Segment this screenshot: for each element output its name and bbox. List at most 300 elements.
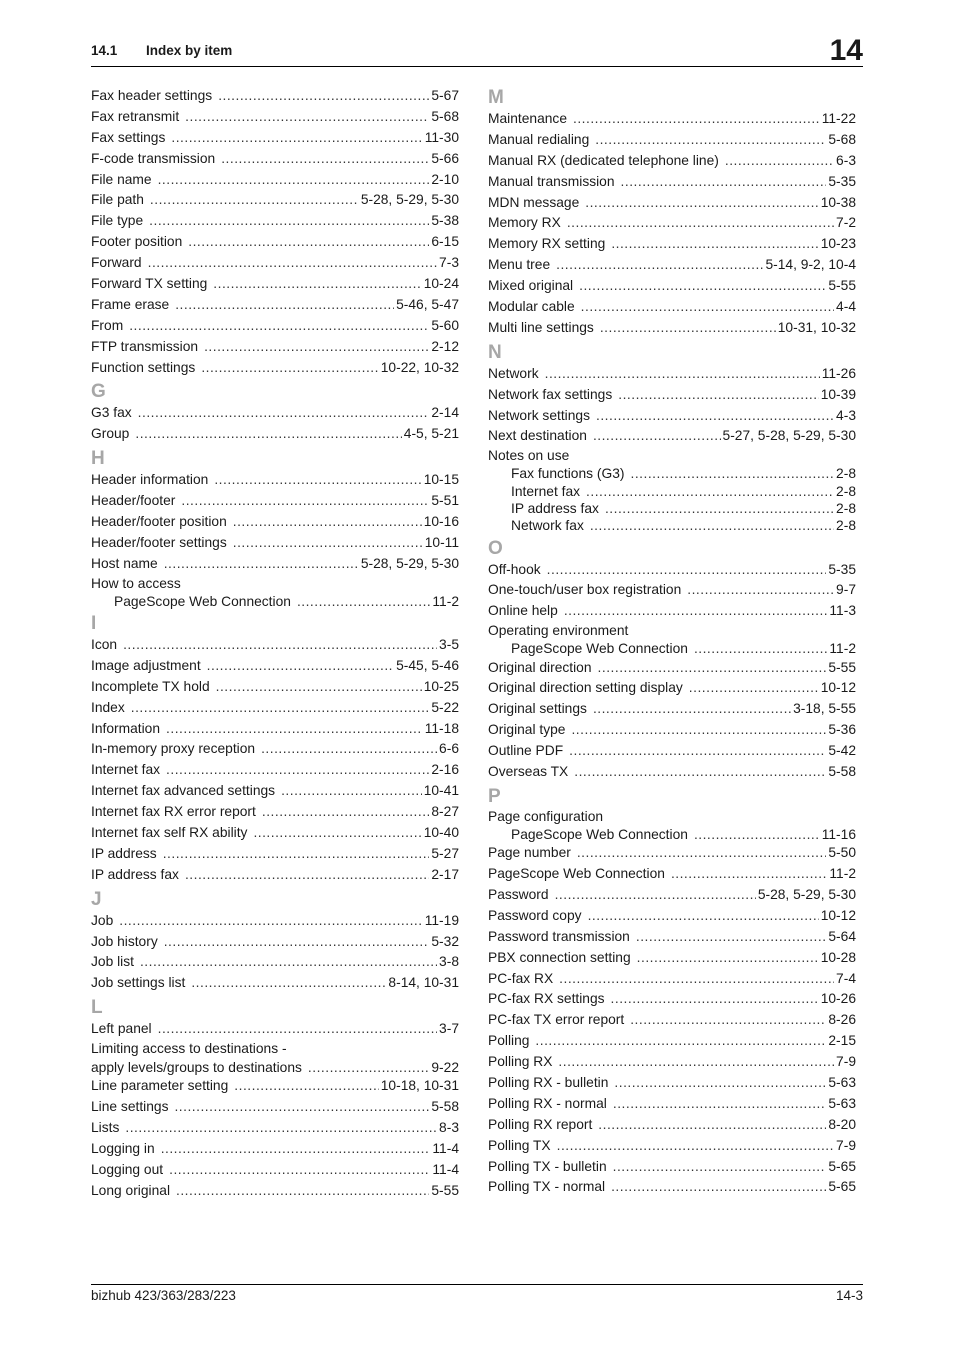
entry-label: File name	[91, 171, 152, 187]
entry-page-ref: 10-24	[423, 276, 459, 292]
letter-heading-o: O	[488, 537, 503, 559]
entry-label: In-memory proxy reception	[91, 741, 256, 757]
section-title: Index by item	[146, 43, 233, 58]
entry-label: Overseas TX	[488, 763, 569, 779]
index-entry	[91, 677, 459, 698]
entry-label: Header/footer position	[91, 514, 227, 530]
entry-label: Maintenance	[488, 111, 568, 126]
entry-label: Incomplete TX hold	[91, 678, 210, 694]
entry-page-ref: 8-3	[439, 1119, 459, 1135]
index-entry	[91, 1076, 459, 1097]
dot-leader	[611, 1177, 826, 1198]
entry-page-ref: 3-7	[439, 1021, 459, 1037]
dot-leader	[605, 500, 834, 517]
dot-leader	[689, 678, 819, 699]
entry-page-ref: 5-32	[431, 933, 459, 949]
entry-page-ref: 5-45, 5-46	[396, 657, 459, 673]
group-p-sub	[488, 826, 856, 843]
letter-heading-j: J	[91, 888, 102, 910]
group-l-first	[91, 1019, 459, 1040]
entry-page-ref: 11-19	[424, 912, 459, 928]
index-entry	[488, 678, 856, 699]
entry-label: Network settings	[488, 407, 590, 423]
entry-label: Header information	[91, 472, 209, 488]
entry-label: Manual RX (dedicated telephone line)	[488, 152, 719, 168]
entry-page-ref: 2-8	[836, 518, 856, 534]
index-entry	[91, 128, 459, 149]
index-entry	[488, 948, 856, 969]
index-entry	[91, 781, 459, 802]
dot-leader	[297, 593, 430, 610]
index-entry	[488, 1157, 856, 1178]
entry-page-ref: 5-63	[828, 1074, 856, 1090]
entry-label: IP address fax	[511, 500, 599, 516]
dot-leader	[621, 172, 827, 193]
index-entry	[91, 232, 459, 253]
dot-leader	[556, 255, 763, 276]
index-entry	[91, 1097, 459, 1118]
dot-leader	[119, 911, 422, 932]
entry-page-ref: 2-16	[431, 762, 459, 778]
entry-page-ref: 10-12	[820, 680, 856, 696]
dot-leader	[221, 149, 429, 170]
index-entry	[488, 426, 856, 447]
entry-page-ref: 10-41	[423, 783, 459, 799]
dot-leader	[207, 656, 394, 677]
dot-leader	[573, 109, 820, 130]
entry-page-ref: 4-5, 5-21	[403, 426, 459, 442]
index-entry	[488, 864, 856, 885]
entry-label: MDN message	[488, 194, 580, 210]
dot-leader	[598, 1115, 826, 1136]
index-entry	[91, 190, 459, 211]
group-l	[91, 1076, 459, 1201]
entry-page-ref: 10-31, 10-32	[777, 319, 856, 335]
entry-page-ref: 5-28, 5-29, 5-30	[757, 886, 856, 902]
index-entry	[488, 927, 856, 948]
entry-page-ref: 8-26	[828, 1012, 856, 1028]
index-entry	[91, 295, 459, 316]
entry-label: Header/footer settings	[91, 534, 227, 550]
entry-page-ref: 7-4	[836, 970, 856, 986]
entry-page-ref: 11-4	[432, 1140, 459, 1156]
dot-leader	[547, 560, 827, 581]
product-model: bizhub 423/363/283/223	[91, 1288, 236, 1303]
entry-page-ref: 10-16	[423, 514, 459, 530]
entry-page-ref: 7-2	[836, 215, 856, 231]
index-entry	[91, 512, 459, 533]
entry-label: Polling TX	[488, 1137, 551, 1153]
entry-label: Information	[91, 720, 161, 736]
index-entry	[488, 1094, 856, 1115]
dot-leader	[166, 719, 423, 740]
dot-leader	[123, 635, 437, 656]
entry-page-ref: 10-23	[820, 236, 856, 252]
index-entry	[91, 470, 459, 491]
index-entry	[91, 337, 459, 358]
dot-leader	[618, 385, 818, 406]
index-subentry	[488, 500, 856, 517]
entry-page-ref: 10-39	[820, 386, 856, 402]
dot-leader	[671, 864, 827, 885]
index-entry	[91, 844, 459, 865]
group-m	[488, 109, 856, 339]
index-entry	[488, 172, 856, 193]
page-footer	[91, 1284, 863, 1303]
dot-leader	[574, 762, 826, 783]
index-entry	[488, 1031, 856, 1052]
group-g	[91, 403, 459, 445]
entry-label: Manual transmission	[488, 173, 615, 189]
entry-label: Next destination	[488, 428, 587, 444]
page-number: 14-3	[835, 1288, 863, 1303]
dot-leader	[687, 580, 834, 601]
index-entry	[488, 720, 856, 741]
dot-leader	[281, 781, 422, 802]
entry-page-ref: 2-8	[836, 500, 856, 516]
index-entry	[488, 885, 856, 906]
dot-leader	[261, 739, 437, 760]
index-topic: Limiting access to destinations -	[91, 1041, 287, 1057]
entry-label: Line settings	[91, 1099, 169, 1115]
entry-label: Manual redialing	[488, 131, 590, 147]
entry-label: Outline PDF	[488, 743, 564, 759]
group-j	[91, 911, 459, 995]
index-entry	[488, 580, 856, 601]
group-n-subs	[488, 465, 856, 534]
dot-leader	[125, 1118, 437, 1139]
index-entry	[91, 1058, 459, 1076]
entry-page-ref: 5-22	[431, 699, 459, 715]
entry-page-ref: 5-68	[431, 108, 459, 124]
entry-page-ref: 5-14, 9-2, 10-4	[765, 257, 856, 273]
dot-leader	[571, 720, 826, 741]
dot-leader	[176, 1181, 429, 1202]
entry-label: apply levels/groups to destinations	[91, 1060, 302, 1076]
entry-label: Fax header settings	[91, 88, 213, 103]
entry-page-ref: 2-10	[431, 171, 459, 187]
entry-label: Logging out	[91, 1161, 164, 1177]
entry-page-ref: 11-22	[821, 111, 856, 126]
entry-page-ref: 11-4	[432, 1161, 459, 1177]
dot-leader	[135, 424, 401, 445]
entry-page-ref: 4-4	[836, 299, 856, 315]
dot-leader	[585, 193, 818, 214]
entry-label: Logging in	[91, 1140, 155, 1156]
index-entry	[91, 170, 459, 191]
entry-label: Job settings list	[91, 975, 186, 991]
entry-page-ref: 8-14, 10-31	[388, 975, 459, 991]
entry-page-ref: 8-27	[431, 804, 459, 820]
dot-leader	[164, 932, 430, 953]
dot-leader	[577, 843, 827, 864]
index-entry	[91, 865, 459, 886]
entry-label: Fax retransmit	[91, 108, 180, 124]
entry-label: Original settings	[488, 701, 587, 717]
group-f	[91, 86, 459, 378]
index-entry	[488, 1052, 856, 1073]
entry-page-ref: 11-18	[424, 720, 459, 736]
entry-page-ref: 7-9	[836, 1137, 856, 1153]
section-number: 14.1	[91, 43, 118, 58]
index-entry	[91, 86, 459, 107]
dot-leader	[181, 491, 429, 512]
entry-label: Icon	[91, 637, 118, 652]
entry-page-ref: 2-17	[431, 866, 459, 882]
entry-page-ref: 6-6	[439, 741, 459, 757]
index-entry	[488, 213, 856, 234]
entry-page-ref: 5-50	[828, 845, 856, 861]
group-n	[488, 364, 856, 448]
dot-leader	[174, 1097, 429, 1118]
entry-label: Memory RX setting	[488, 236, 606, 252]
index-entry	[488, 1115, 856, 1136]
page-header	[91, 34, 863, 67]
entry-label: Job list	[91, 954, 134, 970]
dot-leader	[559, 969, 834, 990]
dot-leader	[171, 128, 422, 149]
entry-label: PC-fax RX settings	[488, 991, 605, 1007]
dot-leader	[188, 232, 429, 253]
entry-label: Group	[91, 426, 130, 442]
index-entry	[488, 151, 856, 172]
letter-heading-g: G	[91, 381, 106, 403]
index-entry	[91, 802, 459, 823]
entry-page-ref: 2-14	[431, 405, 459, 421]
dot-leader	[138, 403, 430, 424]
index-entry	[91, 274, 459, 295]
dot-leader	[613, 1157, 827, 1178]
letter-heading-i: I	[91, 613, 97, 634]
index-entry	[91, 911, 459, 932]
entry-page-ref: 5-65	[828, 1179, 856, 1195]
entry-page-ref: 9-7	[836, 582, 856, 598]
index-entry	[91, 952, 459, 973]
index-entry	[91, 358, 459, 379]
entry-label: PageScope Web Connection	[511, 641, 688, 657]
dot-leader	[164, 554, 359, 575]
dot-leader	[175, 295, 394, 316]
dot-leader	[725, 151, 834, 172]
index-topic: Notes on use	[488, 448, 570, 464]
dot-leader	[545, 364, 820, 385]
index-entry	[488, 906, 856, 927]
dot-leader	[694, 640, 827, 657]
entry-label: File path	[91, 192, 144, 208]
entry-page-ref: 5-58	[431, 1099, 459, 1115]
entry-label: Host name	[91, 555, 158, 571]
entry-page-ref: 10-12	[820, 907, 856, 923]
index-subentry	[488, 640, 856, 657]
index-topic: How to access	[91, 575, 181, 591]
entry-label: Polling RX report	[488, 1116, 593, 1132]
index-entry	[91, 554, 459, 575]
index-entry	[91, 1118, 459, 1139]
entry-page-ref: 5-42	[828, 743, 856, 759]
entry-page-ref: 11-26	[821, 365, 856, 381]
dot-leader	[558, 1052, 834, 1073]
dot-leader	[150, 190, 359, 211]
index-entry	[488, 130, 856, 151]
entry-label: Polling	[488, 1033, 530, 1049]
dot-leader	[564, 601, 828, 622]
entry-label: Internet fax advanced settings	[91, 783, 276, 799]
entry-label: Footer position	[91, 234, 183, 250]
dot-leader	[204, 337, 429, 358]
index-entry	[488, 843, 856, 864]
dot-leader	[567, 213, 834, 234]
entry-label: From	[91, 317, 124, 333]
entry-page-ref: 5-63	[828, 1095, 856, 1111]
dot-leader	[636, 927, 827, 948]
entry-label: Job	[91, 912, 114, 928]
dot-leader	[201, 358, 378, 379]
entry-label: Job history	[91, 933, 158, 949]
group-p	[488, 843, 856, 1198]
group-h-sub	[91, 593, 459, 610]
index-subentry	[488, 826, 856, 843]
dot-leader	[158, 1019, 437, 1040]
entry-page-ref: 5-38	[431, 213, 459, 229]
index-entry	[91, 1160, 459, 1181]
dot-leader	[581, 297, 834, 318]
index-entry	[91, 760, 459, 781]
entry-page-ref: 2-12	[431, 338, 459, 354]
index-entry	[488, 1010, 856, 1031]
entry-label: Internet fax	[91, 762, 161, 778]
index-entry	[488, 741, 856, 762]
index-entry	[488, 385, 856, 406]
entry-label: Internet fax	[511, 483, 581, 499]
dot-leader	[140, 952, 437, 973]
entry-page-ref: 11-2	[432, 593, 459, 609]
index-entry	[91, 403, 459, 424]
dot-leader	[694, 826, 820, 843]
dot-leader	[214, 470, 421, 491]
group-i	[91, 635, 459, 886]
index-entry	[91, 533, 459, 554]
dot-leader	[595, 130, 826, 151]
index-entry	[488, 560, 856, 581]
index-entry	[91, 1139, 459, 1160]
entry-label: Multi line settings	[488, 319, 594, 335]
dot-leader	[166, 760, 429, 781]
index-entry	[91, 424, 459, 445]
index-subentry	[488, 483, 856, 500]
dot-leader	[213, 274, 421, 295]
entry-page-ref: 5-27, 5-28, 5-29, 5-30	[722, 428, 856, 444]
dot-leader	[596, 406, 834, 427]
dot-leader	[598, 658, 827, 679]
entry-page-ref: 5-35	[828, 173, 856, 189]
entry-page-ref: 6-3	[836, 152, 856, 168]
index-column-left	[91, 86, 459, 1201]
index-entry	[488, 699, 856, 720]
index-entry	[91, 107, 459, 128]
entry-page-ref: 10-11	[424, 534, 459, 550]
index-subentry	[488, 465, 856, 482]
letter-heading-n: N	[488, 341, 502, 363]
entry-page-ref: 6-15	[431, 234, 459, 250]
entry-page-ref: 5-36	[828, 722, 856, 738]
group-o-b	[488, 658, 856, 783]
index-column-right	[488, 86, 856, 1198]
entry-label: Memory RX	[488, 215, 561, 231]
entry-page-ref: 11-3	[829, 603, 856, 619]
entry-label: Long original	[91, 1182, 171, 1198]
entry-page-ref: 4-3	[836, 407, 856, 423]
entry-label: Polling RX	[488, 1054, 553, 1070]
entry-label: PageScope Web Connection	[511, 826, 688, 842]
entry-label: Password copy	[488, 907, 582, 923]
index-entry	[91, 1181, 459, 1202]
dot-leader	[185, 107, 429, 128]
entry-label: Off-hook	[488, 561, 541, 577]
entry-page-ref: 5-28, 5-29, 5-30	[360, 192, 459, 208]
index-entry	[91, 1019, 459, 1040]
entry-page-ref: 8-20	[828, 1116, 856, 1132]
entry-page-ref: 5-68	[828, 131, 856, 147]
entry-page-ref: 5-51	[431, 493, 459, 509]
entry-page-ref: 10-15	[423, 472, 459, 488]
index-topic: Operating environment	[488, 623, 629, 639]
dot-leader	[586, 483, 834, 500]
entry-label: Polling RX - normal	[488, 1095, 607, 1111]
entry-label: Function settings	[91, 359, 196, 375]
dot-leader	[169, 1160, 430, 1181]
index-entry	[91, 635, 459, 656]
dot-leader	[216, 677, 422, 698]
entry-page-ref: 9-22	[431, 1060, 459, 1076]
letter-heading-h: H	[91, 448, 105, 470]
index-entry	[91, 656, 459, 677]
entry-page-ref: 5-35	[828, 561, 856, 577]
group-h	[91, 470, 459, 574]
dot-leader	[131, 698, 430, 719]
index-entry	[488, 255, 856, 276]
dot-leader	[600, 318, 776, 339]
entry-page-ref: 10-22, 10-32	[380, 359, 459, 375]
dot-leader	[233, 533, 423, 554]
entry-page-ref: 10-26	[820, 991, 856, 1007]
index-entry	[488, 601, 856, 622]
index-entry	[488, 234, 856, 255]
entry-label: Menu tree	[488, 257, 551, 273]
letter-heading-l: L	[91, 997, 103, 1019]
dot-leader	[588, 906, 819, 927]
index-entry	[488, 1073, 856, 1094]
letter-heading-m: M	[488, 87, 504, 108]
entry-label: File type	[91, 213, 144, 229]
index-entry	[91, 698, 459, 719]
entry-page-ref: 11-16	[821, 826, 856, 842]
index-entry	[488, 969, 856, 990]
entry-page-ref: 5-55	[431, 1182, 459, 1198]
entry-page-ref: 5-60	[431, 317, 459, 333]
entry-page-ref: 10-38	[820, 194, 856, 210]
entry-label: One-touch/user box registration	[488, 582, 682, 598]
entry-label: PC-fax RX	[488, 970, 554, 986]
dot-leader	[149, 211, 429, 232]
index-entry	[488, 297, 856, 318]
entry-label: Header/footer	[91, 493, 176, 509]
entry-page-ref: 5-65	[828, 1158, 856, 1174]
index-entry	[91, 316, 459, 337]
entry-label: Polling RX - bulletin	[488, 1074, 609, 1090]
entry-label: Index	[91, 699, 125, 715]
dot-leader	[630, 1010, 826, 1031]
dot-leader	[158, 170, 430, 191]
